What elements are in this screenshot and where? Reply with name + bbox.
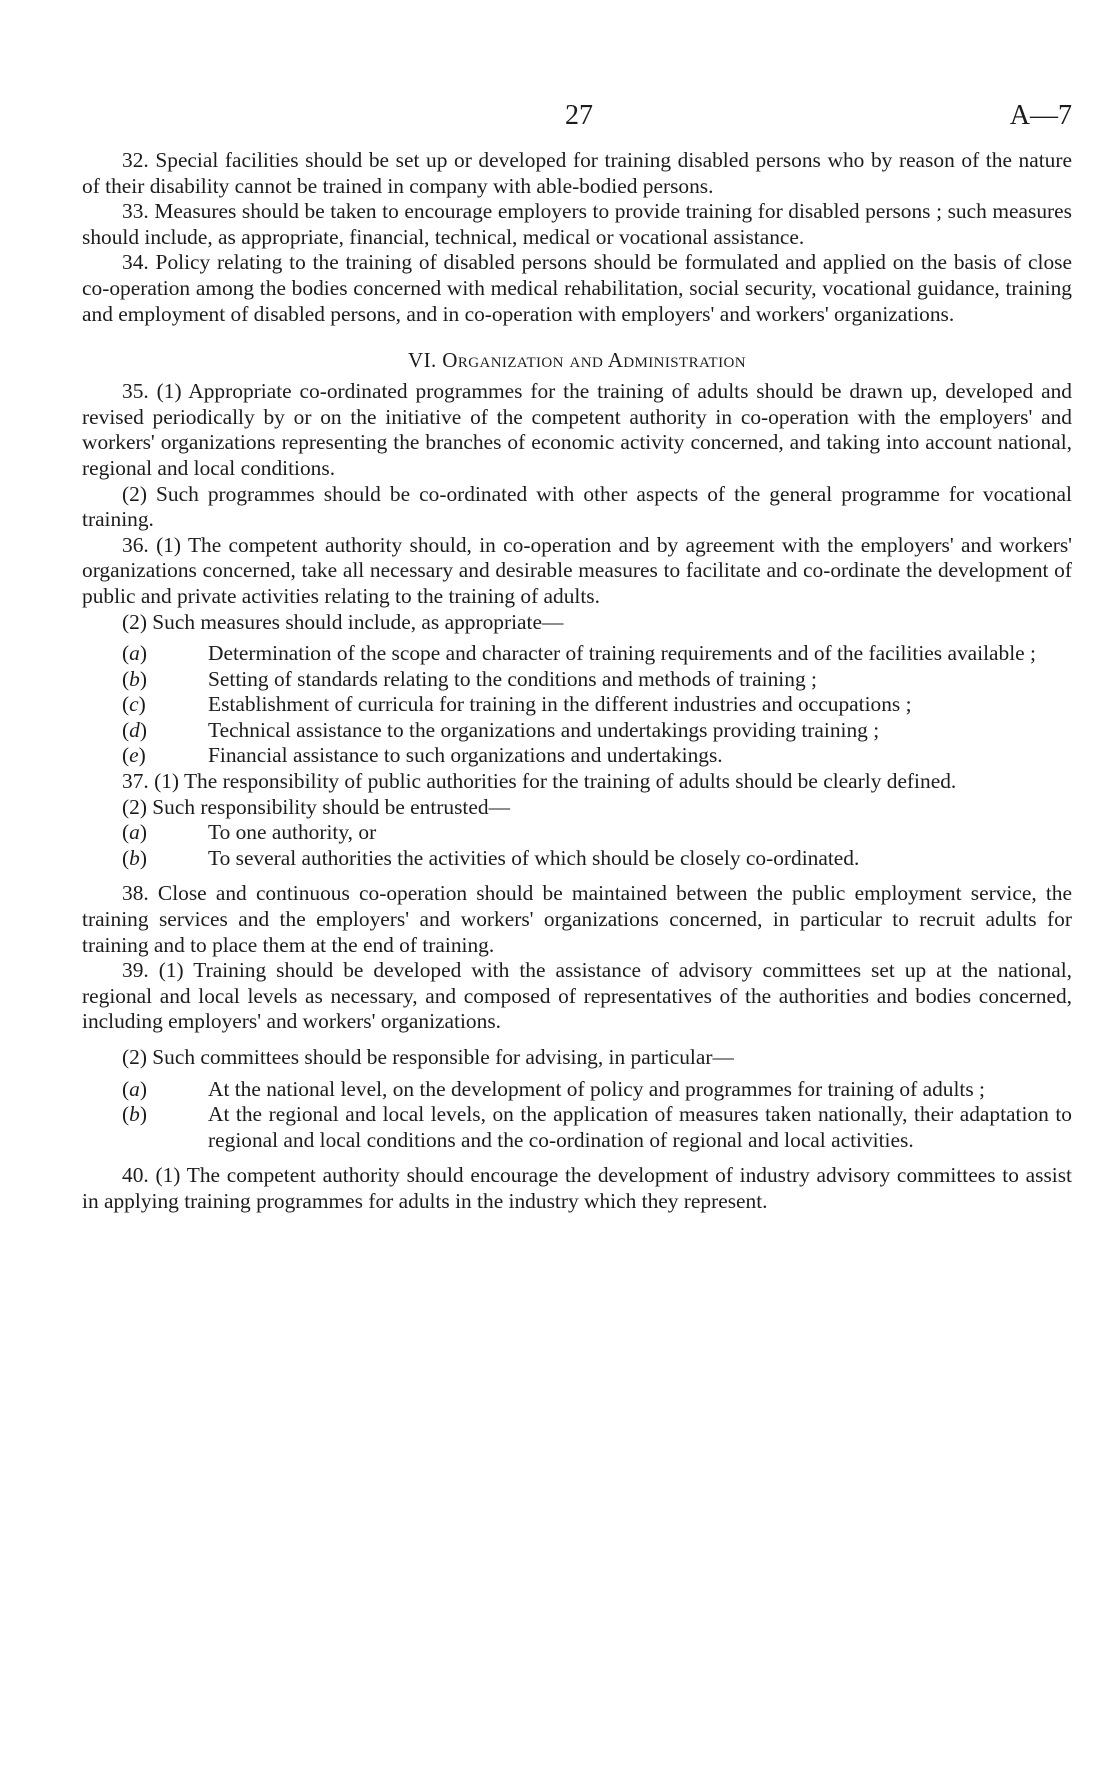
- document-reference: A—7: [1009, 100, 1072, 131]
- paragraph-36-1: 36. (1) The competent authority should, in co-operation and by agreement with the employers' and workers' organizations concerned, take all necessary and desirable measures to facilitate and co-ordinate the development of public and private activities relating to the training of adults.: [82, 532, 1072, 608]
- list-label: b: [129, 666, 140, 691]
- paragraph-39-1: 39. (1) Training should be developed with the assistance of advisory committees set up at the national, regional and local levels as necessary, and composed of representatives of the authorities and bodies concerned, including employers' and workers' organizations.: [82, 958, 1072, 1034]
- paragraph-36-2: (2) Such measures should include, as appropriate—: [122, 609, 564, 634]
- document-page: [82, 100, 1072, 1215]
- section-heading: VI. Organization and Administration: [408, 348, 746, 373]
- paragraph-37-2: (2) Such responsibility should be entrusted—: [122, 794, 510, 819]
- list-item-text: Technical assistance to the organizations and undertakings providing training ;: [208, 717, 880, 742]
- page-header: [82, 100, 1072, 148]
- page-number: 27: [565, 100, 593, 131]
- list-item-text: At the regional and local levels, on the application of measures taken nationally, their adaptation to regional and local conditions and the co-ordination of regional and local activities.: [208, 1102, 1072, 1152]
- list-label: a: [129, 1076, 140, 1101]
- paragraph-38: 38. Close and continuous co-operation should be maintained between the public employment service, the training services and the employers' and workers' organizations concerned, in particular to recruit adults for training and to place them at the end of training.: [82, 881, 1072, 957]
- list-item-text: At the national level, on the development of policy and programmes for training of adults ;: [208, 1076, 985, 1101]
- list-item-36c: (c) Establishment of curricula for training in the different industries and occupations ;: [122, 692, 912, 717]
- paragraph-32: 32. Special facilities should be set up or developed for training disabled persons who by reason of the nature of their disability cannot be trained in company with able-bodied persons.: [82, 148, 1072, 198]
- list-label: b: [129, 1102, 140, 1127]
- list-label: d: [129, 717, 140, 742]
- list-item-36d: (d) Technical assistance to the organizations and undertakings providing training ;: [122, 717, 880, 742]
- paragraph-40: 40. (1) The competent authority should encourage the development of industry advisory committees to assist in applying training programmes for adults in the industry which they represent.: [82, 1163, 1072, 1213]
- list-label: a: [129, 641, 140, 666]
- list-item-36a: (a) Determination of the scope and character of training requirements and of the facilities available ;: [122, 641, 1036, 666]
- list-item-text: Determination of the scope and character of training requirements and of the facilities available ;: [208, 641, 1036, 666]
- paragraph-33: 33. Measures should be taken to encourage employers to provide training for disabled persons ; such measures should include, as appropriate, financial, technical, medical or vocational assistance.: [82, 199, 1072, 249]
- list-item-text: Establishment of curricula for training in the different industries and occupations ;: [208, 692, 912, 717]
- list-label: b: [129, 845, 140, 870]
- paragraph-34: 34. Policy relating to the training of disabled persons should be formulated and applied on the basis of close co-operation among the bodies concerned with medical rehabilitation, social security, vocational guidance, training and employment of disabled persons, and in co-operation with employers' and workers' organizations.: [82, 250, 1072, 326]
- list-item-37b: (b) To several authorities the activities of which should be closely co-ordinated.: [122, 845, 860, 870]
- list-label: a: [129, 820, 140, 845]
- list-label: c: [129, 692, 139, 717]
- paragraph-35-1: 35. (1) Appropriate co-ordinated programmes for the training of adults should be drawn up, developed and revised periodically by or on the initiative of the competent authority in co-operation with the employers' and workers' organizations representing the branches of economic activity concerned, and taking into account national, regional and local conditions.: [82, 379, 1072, 480]
- list-item-39a: (a) At the national level, on the development of policy and programmes for training of adults ;: [122, 1076, 985, 1101]
- list-item-text: Setting of standards relating to the conditions and methods of training ;: [208, 666, 817, 691]
- paragraph-35-2: (2) Such programmes should be co-ordinated with other aspects of the general programme for vocational training.: [82, 481, 1072, 532]
- paragraph-37-1: 37. (1) The responsibility of public authorities for the training of adults should be clearly defined.: [122, 769, 957, 794]
- list-item-text: To one authority, or: [208, 820, 377, 845]
- list-item-36b: (b) Setting of standards relating to the conditions and methods of training ;: [122, 666, 817, 691]
- list-item-39b: (b) At the regional and local levels, on the application of measures taken nationally, their adaptation to regional and local conditions and the co-ordination of regional and local activities.: [122, 1102, 1072, 1152]
- paragraph-39-2: (2) Such committees should be responsible for advising, in particular—: [122, 1045, 734, 1069]
- list-item-37a: (a) To one authority, or: [122, 820, 377, 845]
- list-item-36e: (e) Financial assistance to such organizations and undertakings.: [122, 743, 723, 768]
- list-item-text: To several authorities the activities of which should be closely co-ordinated.: [208, 845, 860, 870]
- list-item-text: Financial assistance to such organizations and undertakings.: [208, 743, 723, 768]
- list-label: e: [129, 743, 139, 768]
